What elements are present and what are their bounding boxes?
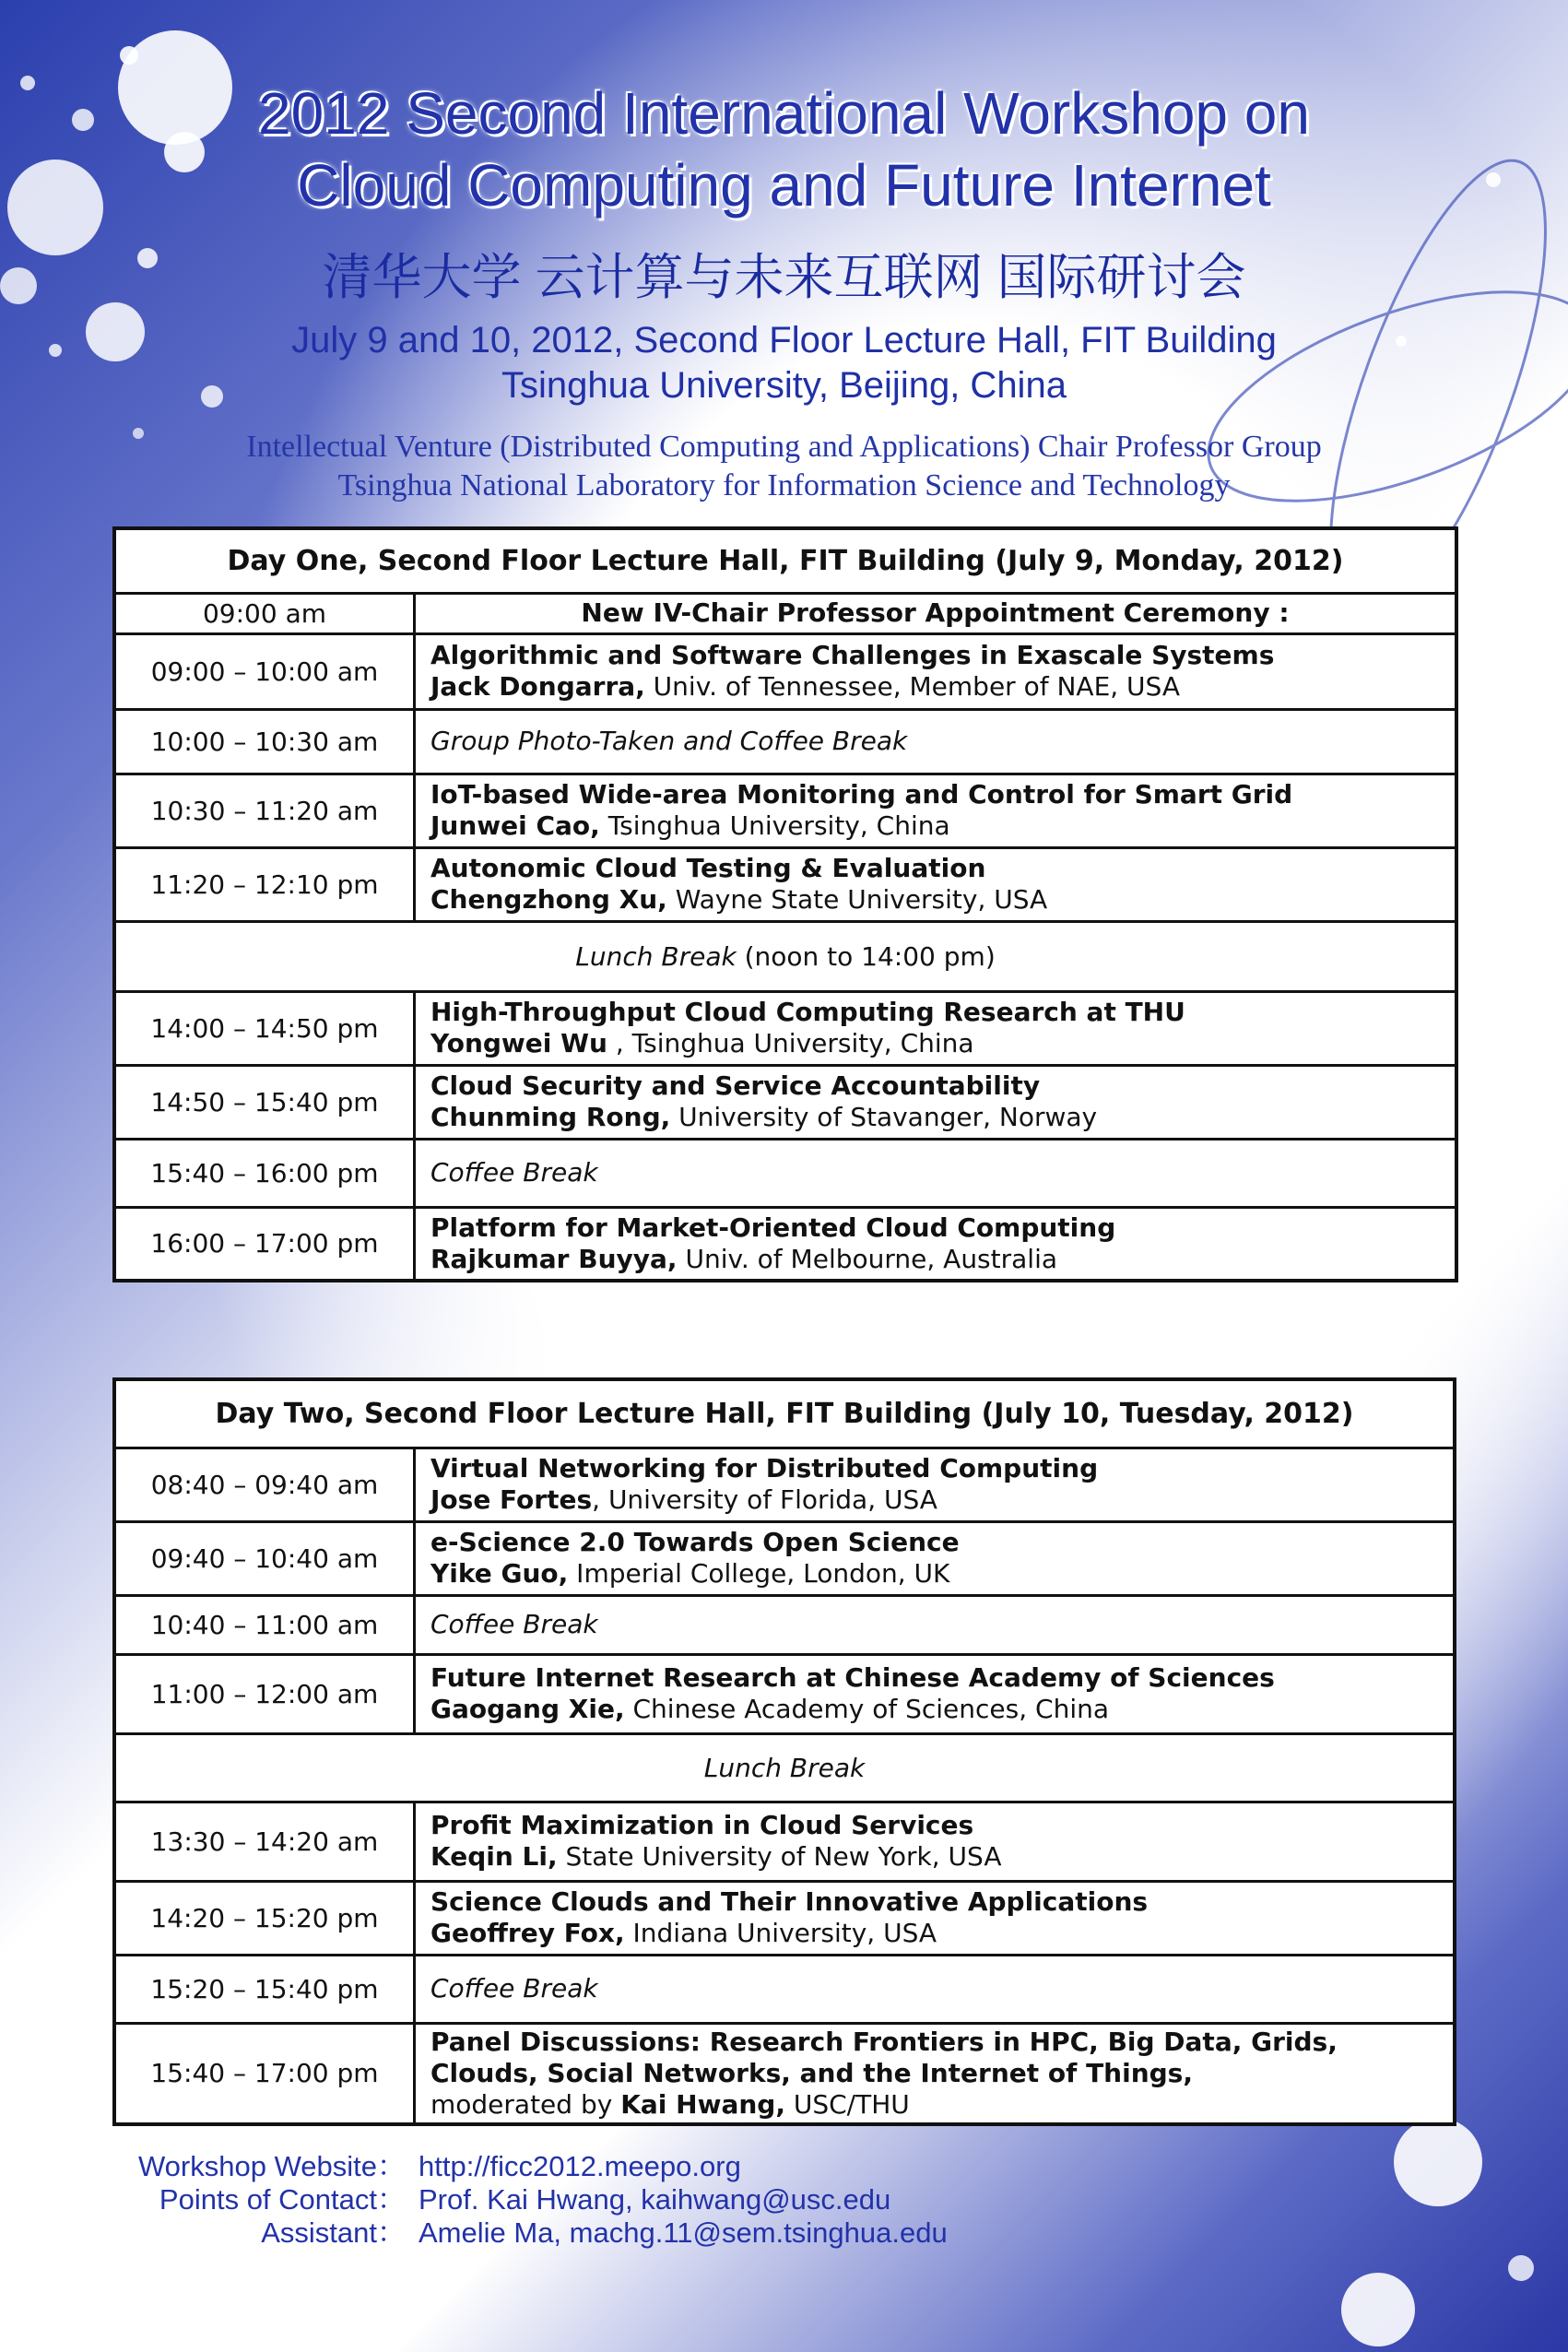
session-title: Coffee Break [430, 1157, 598, 1188]
session-detail [415, 1448, 1456, 1521]
workshop-title-line1: 2012 Second International Workshop on [258, 80, 1310, 147]
session-detail [415, 2023, 1456, 2124]
session-title: Virtual Networking for Distributed Computing [430, 1453, 1099, 1483]
website-label: Workshop Website： [137, 2150, 406, 2182]
speaker-line [430, 1558, 1438, 1590]
session-detail [415, 1654, 1456, 1733]
session-time: 09:00 – 10:00 am [114, 633, 415, 709]
organizer-line1: Intellectual Venture (Distributed Computing and Applications) Chair Professor Group [246, 430, 1322, 464]
speaker-affiliation: Tsinghua University, China [599, 810, 950, 841]
session-time: 15:40 – 17:00 pm [114, 2023, 415, 2124]
assistant-row [111, 2216, 948, 2250]
workshop-title-chinese: 清华大学 云计算与未来互联网 国际研讨会 [322, 250, 1246, 305]
schedule-row [114, 921, 1456, 991]
schedule-row [114, 1802, 1455, 1881]
session-time: 08:40 – 09:40 am [114, 1448, 415, 1521]
speaker-name: Yongwei Wu [430, 1028, 607, 1058]
schedule-row [114, 1955, 1455, 2023]
speaker-name: Junwei Cao, [430, 810, 600, 841]
lunch-break-cell [114, 1733, 1455, 1802]
schedule-row [114, 1881, 1455, 1955]
lunch-break-label: Lunch Break [703, 1752, 866, 1783]
session-detail [415, 709, 1457, 774]
schedule-row [114, 1521, 1455, 1595]
session-title: Future Internet Research at Chinese Academy of Sciences [430, 1662, 1275, 1693]
schedule-row [114, 2023, 1455, 2124]
session-title: High-Throughput Cloud Computing Research at THU [430, 997, 1185, 1027]
schedule-row [114, 633, 1456, 709]
organizer-line2: Tsinghua National Laboratory for Information Science and Technology [337, 468, 1231, 502]
speaker-line [430, 1841, 1438, 1873]
speaker-affiliation: Imperial College, London, UK [568, 1558, 950, 1589]
speaker-line [430, 1244, 1440, 1275]
date-venue: July 9 and 10, 2012, Second Floor Lecture Hall, FIT Building [291, 320, 1277, 360]
schedule-row [114, 1065, 1456, 1139]
session-detail [415, 774, 1457, 847]
speaker-name: Rajkumar Buyya, [430, 1243, 678, 1274]
session-detail [415, 1139, 1457, 1207]
lunch-break-label: Lunch Break [575, 940, 737, 972]
session-title: e-Science 2.0 Towards Open Science [430, 1527, 960, 1557]
panel-title: Panel Discussions [430, 2026, 690, 2057]
contact-footer [111, 2150, 948, 2250]
day-one-heading: Day One, Second Floor Lecture Hall, FIT Building (July 9, Monday, 2012) [114, 528, 1456, 593]
session-detail [415, 633, 1457, 709]
speaker-line [430, 1028, 1440, 1059]
session-detail [415, 1595, 1456, 1654]
speaker-name: Keqin Li, [430, 1841, 558, 1872]
lunch-break-note: (noon to 14:00 pm) [736, 940, 996, 972]
speaker-name: Chengzhong Xu, [430, 884, 667, 915]
session-time: 11:00 – 12:00 am [114, 1654, 415, 1733]
schedule-row [114, 709, 1456, 774]
speaker-affiliation: State University of New York, USA [557, 1841, 1002, 1872]
speaker-affiliation: Univ. of Tennessee, Member of NAE, USA [644, 671, 1181, 702]
session-time: 14:00 – 14:50 pm [114, 991, 415, 1065]
speaker-affiliation: , Tsinghua University, China [607, 1028, 974, 1058]
speaker-line [430, 810, 1440, 842]
session-title: Group Photo-Taken and Coffee Break [430, 726, 908, 756]
session-time: 10:40 – 11:00 am [114, 1595, 415, 1654]
speaker-line [430, 1694, 1438, 1725]
schedule-row [114, 1733, 1455, 1802]
schedule-row [114, 1139, 1456, 1207]
contact-value[interactable]: Prof. Kai Hwang, kaihwang@usc.edu [419, 2183, 891, 2216]
speaker-affiliation: Indiana University, USA [624, 1918, 937, 1948]
session-title: Cloud Security and Service Accountability [430, 1070, 1041, 1101]
moderator-affiliation: USC/THU [784, 2088, 910, 2120]
session-title: Coffee Break [430, 1609, 598, 1639]
schedule-row [114, 1595, 1455, 1654]
schedule-row [114, 1654, 1455, 1733]
session-detail [415, 1207, 1457, 1281]
session-time: 10:00 – 10:30 am [114, 709, 415, 774]
website-row [111, 2150, 948, 2183]
speaker-affiliation: Chinese Academy of Sciences, China [624, 1694, 1110, 1724]
speaker-affiliation: , University of Florida, USA [592, 1484, 937, 1515]
session-time: 11:20 – 12:10 pm [114, 847, 415, 921]
speaker-name: Yike Guo, [430, 1558, 569, 1589]
speaker-name: Chunming Rong, [430, 1102, 671, 1132]
speaker-line [430, 1102, 1440, 1133]
session-title: Profit Maximization in Cloud Services [430, 1810, 974, 1840]
speaker-line [430, 884, 1440, 916]
speaker-line [430, 671, 1440, 703]
speaker-affiliation: University of Stavanger, Norway [670, 1102, 1098, 1132]
speaker-name: Gaogang Xie, [430, 1694, 625, 1724]
schedule-row [114, 847, 1456, 921]
session-detail [415, 847, 1457, 921]
session-time: 15:40 – 16:00 pm [114, 1139, 415, 1207]
session-title: IoT-based Wide-area Monitoring and Control for Smart Grid [430, 779, 1293, 810]
session-time: 14:50 – 15:40 pm [114, 1065, 415, 1139]
contact-row [111, 2183, 948, 2216]
session-time: 16:00 – 17:00 pm [114, 1207, 415, 1281]
session-time: 13:30 – 14:20 am [114, 1802, 415, 1881]
session-time: 09:40 – 10:40 am [114, 1521, 415, 1595]
session-detail [415, 593, 1457, 633]
session-detail [415, 1955, 1456, 2023]
moderator-line [430, 2089, 1438, 2121]
schedule-row [114, 1207, 1456, 1281]
session-title: Platform for Market-Oriented Cloud Computing [430, 1211, 1116, 1243]
session-detail [415, 1802, 1456, 1881]
session-title [430, 2027, 1438, 2058]
location: Tsinghua University, Beijing, China [501, 365, 1067, 406]
day-one-schedule [112, 526, 1458, 1282]
session-time: 14:20 – 15:20 pm [114, 1881, 415, 1955]
session-time: 15:20 – 15:40 pm [114, 1955, 415, 2023]
speaker-affiliation: Wayne State University, USA [666, 884, 1048, 915]
assistant-value[interactable]: Amelie Ma, machg.11@sem.tsinghua.edu [419, 2216, 948, 2249]
speaker-name: Jose Fortes [430, 1484, 593, 1515]
moderator-prefix: moderated by [430, 2088, 621, 2120]
schedule-row [114, 593, 1456, 633]
speaker-name: Jack Dongarra, [430, 671, 645, 702]
speaker-name: Geoffrey Fox, [430, 1918, 625, 1948]
schedule-row [114, 774, 1456, 847]
session-title: Science Clouds and Their Innovative Applications [430, 1886, 1149, 1917]
session-detail [415, 1521, 1456, 1595]
schedule-row [114, 1448, 1455, 1521]
speaker-line [430, 1918, 1438, 1949]
day-two-schedule [112, 1377, 1456, 2126]
session-title: New IV-Chair Professor Appointment Ceremony : [581, 597, 1290, 628]
session-title: Autonomic Cloud Testing & Evaluation [430, 853, 986, 883]
session-title: Algorithmic and Software Challenges in Exascale Systems [430, 640, 1275, 670]
panel-title-rest: : Research Frontiers in HPC, Big Data, Grids, [690, 2026, 1338, 2057]
day-two-heading: Day Two, Second Floor Lecture Hall, FIT Building (July 10, Tuesday, 2012) [114, 1379, 1455, 1448]
assistant-label: Assistant： [261, 2216, 406, 2249]
workshop-title-line2: Cloud Computing and Future Internet [297, 152, 1271, 219]
speaker-line [430, 1484, 1438, 1516]
session-detail [415, 991, 1457, 1065]
schedule-row [114, 991, 1456, 1065]
lunch-break-cell [114, 921, 1456, 991]
session-time: 10:30 – 11:20 am [114, 774, 415, 847]
website-link[interactable]: http://ficc2012.meepo.org [419, 2150, 741, 2182]
panel-topics: Clouds, Social Networks, and the Internet of Things, [430, 2057, 1193, 2088]
session-time: 09:00 am [114, 593, 415, 633]
session-detail [415, 1881, 1456, 1955]
speaker-affiliation: Univ. of Melbourne, Australia [677, 1243, 1058, 1274]
session-detail [415, 1065, 1457, 1139]
contact-label: Points of Contact： [159, 2183, 406, 2216]
moderator-name: Kai Hwang, [620, 2088, 785, 2120]
session-title: Coffee Break [430, 1973, 598, 2003]
